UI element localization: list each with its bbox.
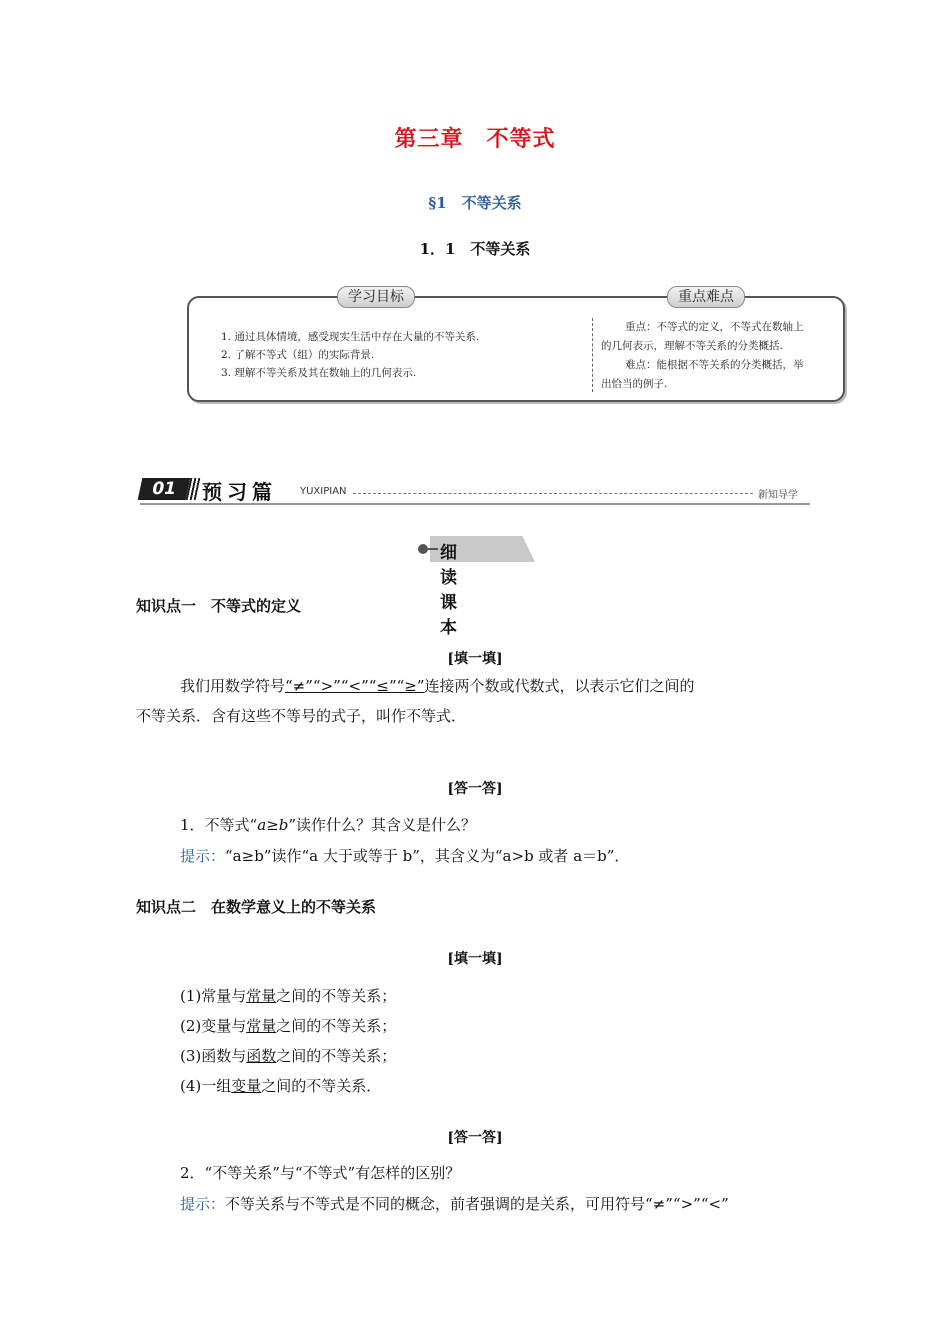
banner-number: 01 (138, 478, 191, 500)
banner-title: 预习篇 (202, 480, 277, 504)
key-point-line: 出恰当的例子. (601, 378, 668, 390)
relation-item-suffix: 之间的不等关系； (276, 1017, 397, 1035)
key-points-tab: 重点难点 (667, 286, 745, 308)
relation-item-prefix: (3)函数与 (180, 1047, 247, 1065)
relation-item-answer: 函数 (246, 1047, 277, 1065)
key-point-line: 的几何表示，理解不等关系的分类概括. (601, 340, 783, 352)
relation-item (180, 1045, 396, 1066)
relation-item-prefix: (1)常量与 (180, 987, 247, 1005)
variable-a: a (257, 816, 267, 834)
question-2: 2．“不等关系”与“不等式”有怎样的区别？ (180, 1164, 461, 1182)
chapter-title: 第三章 不等式 (394, 126, 556, 152)
knowledge-point-2-title: 知识点二 在数学意义上的不等关系 (136, 898, 377, 916)
hint-label: 提示： (180, 1195, 226, 1213)
operator-geq: ≥ (266, 816, 279, 834)
goal-item: 3. 理解不等关系及其在数轴上的几何表示. (221, 367, 417, 379)
pill-label: 细读课本 (440, 543, 457, 638)
box-divider (592, 318, 593, 392)
key-point-line: 难点：能根据不等关系的分类概括，举 (625, 359, 804, 371)
relation-item-suffix: 之间的不等关系； (276, 987, 397, 1005)
hint-1-text: “a≥b”读作“a 大于或等于 b”，其含义为“a>b 或者 a＝b”． (225, 847, 630, 865)
answer-label: [答一答] (447, 781, 503, 797)
hint-2-text: 不等关系与不等式是不同的概念，前者强调的是关系，可用符号“≠”“>”“<” (225, 1195, 729, 1213)
key-point-line: 重点：不等式的定义，不等式在数轴上 (625, 321, 804, 333)
goal-item: 2. 了解不等式（组）的实际背景. (221, 349, 375, 361)
subsection-title: 1．1 不等关系 (419, 240, 531, 258)
inequality-symbols: “≠”“>”“<”“≤”“≥” (285, 677, 425, 695)
bullet-icon (418, 544, 428, 554)
goal-item: 1. 通过具体情境，感受现实生活中存在大量的不等关系. (221, 331, 480, 343)
relation-item (180, 1015, 396, 1036)
preview-banner (140, 476, 810, 506)
question-1 (180, 814, 476, 835)
banner-dashed-line (353, 493, 753, 494)
definition-paragraph-line2: 不等关系．含有这些不等号的式子，叫作不等式． (136, 707, 467, 725)
key-points-list (601, 318, 831, 394)
hint-label: 提示： (180, 847, 226, 865)
relation-item (180, 985, 396, 1006)
variable-b: b (278, 816, 289, 834)
learning-goals-box (187, 289, 845, 402)
knowledge-point-1-title: 知识点一 不等式的定义 (136, 597, 302, 615)
relation-item-answer: 常量 (246, 987, 277, 1005)
relation-item (180, 1075, 381, 1096)
banner-english: YUXIPIAN (300, 486, 347, 497)
definition-paragraph (136, 671, 816, 701)
fill-label: [填一填] (447, 651, 503, 667)
relation-item-suffix: 之间的不等关系； (276, 1047, 397, 1065)
learning-goals-tab: 学习目标 (337, 286, 415, 308)
relation-item-prefix: (2)变量与 (180, 1017, 247, 1035)
goals-list (221, 328, 479, 382)
banner-underline (140, 503, 810, 505)
relation-item-answer: 常量 (246, 1017, 277, 1035)
fill-label-2: [填一填] (447, 951, 503, 967)
answer-label-2: [答一答] (447, 1130, 503, 1146)
section-title: §1 不等关系 (428, 194, 522, 212)
relation-item-suffix: 之间的不等关系． (261, 1077, 382, 1095)
hint-2 (180, 1193, 729, 1214)
banner-right-label: 新知导学 (758, 490, 798, 501)
question-1-prefix: 1．不等式“ (180, 816, 258, 834)
hint-1 (180, 845, 629, 866)
question-1-suffix: ”读作什么？其含义是什么？ (288, 816, 477, 834)
definition-text-end: 连接两个数或代数式，以表示它们之间的 (424, 677, 695, 695)
definition-text-start: 我们用数学符号 (180, 677, 286, 695)
relation-item-answer: 变量 (231, 1077, 262, 1095)
relation-item-prefix: (4)一组 (180, 1077, 232, 1095)
